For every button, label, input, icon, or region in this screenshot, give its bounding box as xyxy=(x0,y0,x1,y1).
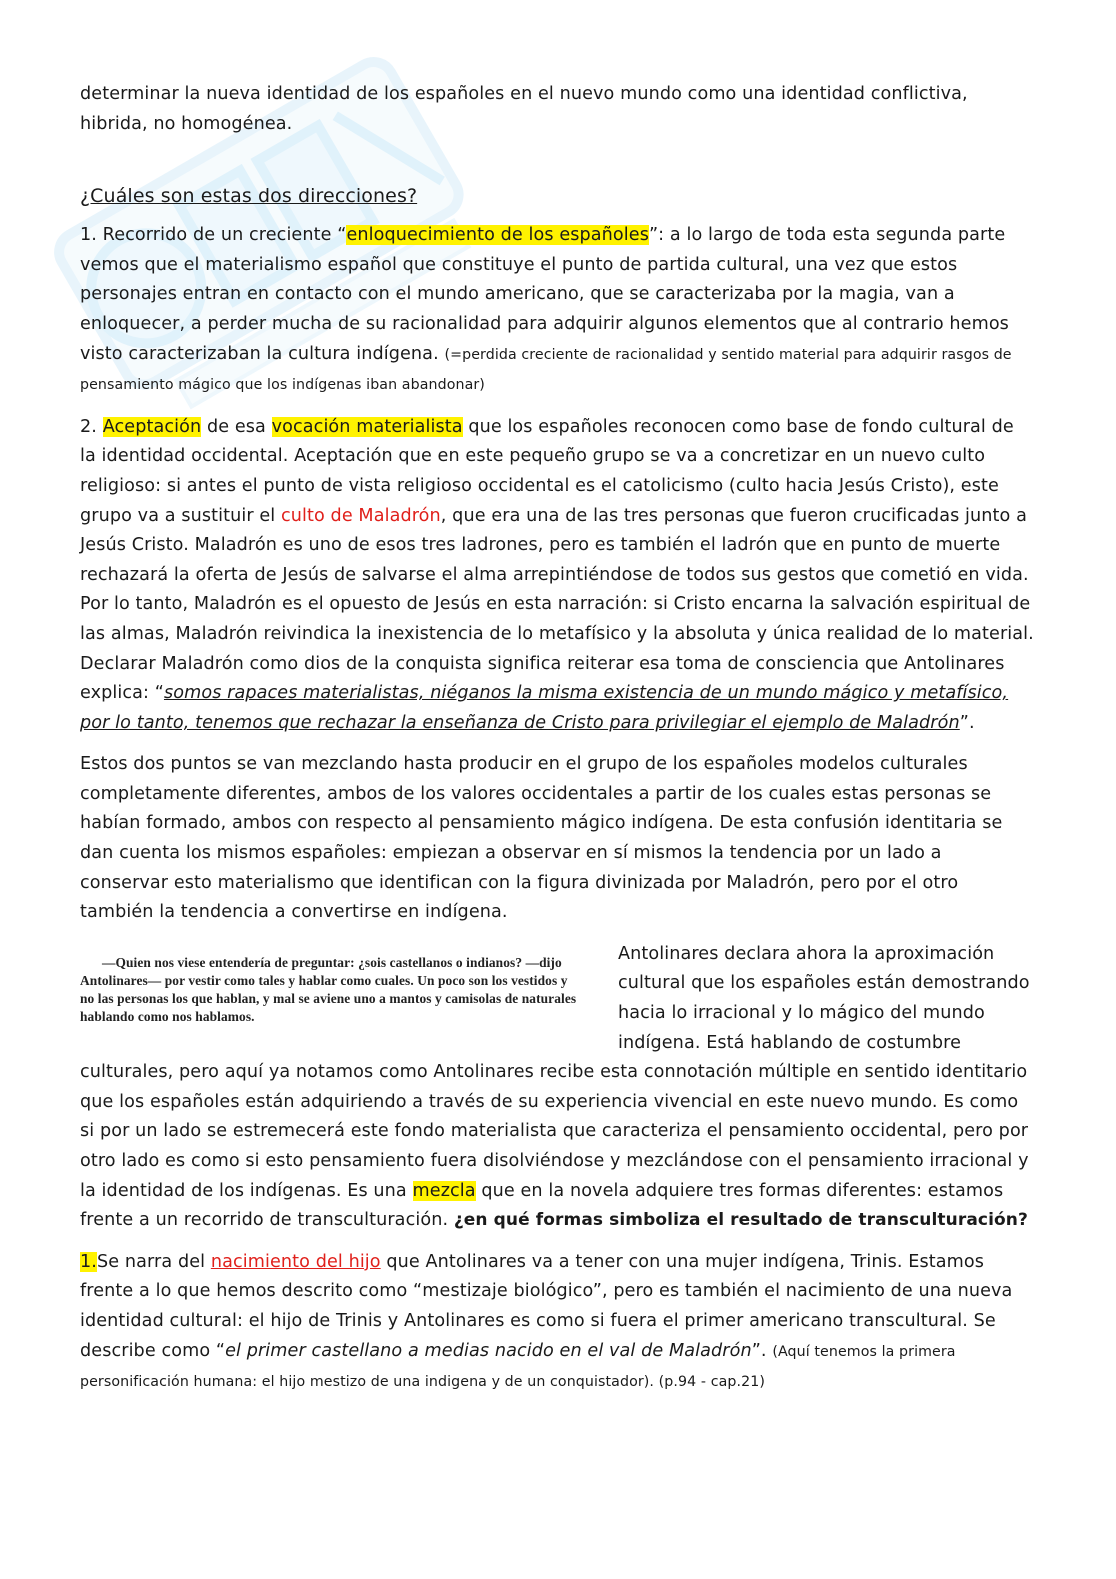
point-2-mid: de esa xyxy=(206,416,266,437)
book-quote-image xyxy=(80,954,600,1026)
point-3-quote: el primer castellano a medias nacido en el val de Maladrón xyxy=(225,1340,752,1361)
highlight-aceptacion: Aceptación xyxy=(102,416,202,437)
book-quote-line-4: hablando como nos hablamos. xyxy=(80,1008,255,1024)
point-3-text-2: ”. xyxy=(751,1340,767,1361)
point-3-number: 1. xyxy=(80,1251,97,1272)
point-2-paragraph xyxy=(80,413,1035,739)
point-3-text-1: que Antolinares va a tener con una mujer indígena, Trinis. Estamos frente a lo que hemos descrito como “mestizaje biológico”, pero es también el nacimiento de una nueva identidad cultural: el hijo de Trinis y Antolinares es como si fuera el primer americano transcultural. Se describe como “ xyxy=(80,1251,1013,1361)
point-2-text-2: , que era una de las tres personas que fueron crucificadas junto a Jesús Cristo. Maladrón es uno de esos tres ladrones, pero es también el ladrón que en punto de muerte rechazará la oferta de Jesús de salvarse el alma arrepintiéndose de todos sus gestos que cometió en vida. Por lo tanto, Maladrón es el opuesto de Jesús en esta narración: si Cristo encarna la salvación espiritual de las almas, Maladrón reivindica la inexistencia de lo metafísico y la absoluta y única realidad de lo material. Declarar Maladrón como dios de la conquista significa reiterar esa toma de consciencia que Antolinares explica: “ xyxy=(80,505,1034,704)
point-2-number: 2. xyxy=(80,416,97,437)
paragraph-4-block xyxy=(80,940,1035,1236)
paragraph-4-text-1: Antolinares declara ahora la aproximación cultural que los españoles están demostrando hacia lo irracional y lo mágico del mundo indígena. Está hablando de costumbre culturales, pero aquí ya notamos como Antolinares recibe esta connotación múltiple en sentido identitario que los españoles están adquiriendo a través de su experiencia vivencial en este nuevo mundo. Es como si por un lado se estremecerá este fondo materialista que caracteriza el pensamiento occidental, pero por otro lado es como si esto pensamiento fuera disolviéndose y mezclándose con el pensamiento irracional y la identidad de los indígenas. Es una xyxy=(80,943,1030,1201)
intro-paragraph: determinar la nueva identidad de los españoles en el nuevo mundo como una identidad conflictiva, hibrida, no homogénea. xyxy=(80,84,968,134)
highlight-mezcla: mezcla xyxy=(412,1180,476,1201)
point-1-paragraph xyxy=(80,221,1035,401)
book-quote-line-1: —Quien nos viese entendería de preguntar: ¿sois castellanos o indianos? —dijo xyxy=(102,954,562,970)
paragraph-4-question: ¿en qué formas simboliza el resultado de transculturación? xyxy=(453,1210,1028,1231)
point-3-paragraph xyxy=(80,1248,1035,1398)
point-3-pre: Se narra del xyxy=(97,1251,206,1272)
point-3-note: (Aquí tenemos la primera personificación humana: el hijo mestizo de una indigena y de un conquistador). (p.94 - cap.21) xyxy=(80,1343,956,1391)
point-2-end: ”. xyxy=(959,712,975,733)
highlight-vocacion: vocación materialista xyxy=(271,416,463,437)
point-2-text-1: que los españoles reconocen como base de fondo cultural de la identidad occidental. Aceptación que en este pequeño grupo se va a concretizar en un nuevo culto religioso: si antes el punto de vista religioso occidental es el catolicismo (culto hacia Jesús Cristo), este grupo va a sustituir el xyxy=(80,416,1014,526)
point-1-pre: 1. Recorrido de un creciente “ xyxy=(80,225,347,246)
red-nacimiento-hijo: nacimiento del hijo xyxy=(210,1251,381,1272)
book-quote-line-3: no las personas los que hablan, y mal se aviene uno a mantos y camisolas de naturales xyxy=(80,990,577,1006)
point-2-quote: somos rapaces materialistas, niéganos la misma existencia de un mundo mágico y metafísico, por lo tanto, tenemos que rechazar la enseñanza de Cristo para privilegiar el ejemplo de Maladrón xyxy=(80,683,1009,733)
highlight-enloquecimiento: enloquecimiento de los españoles xyxy=(346,225,649,246)
paragraph-3: Estos dos puntos se van mezclando hasta producir en el grupo de los españoles modelos culturales completamente diferentes, ambos de los valores occidentales a partir de los cuales estas personas se habían formado, ambos con respecto al pensamiento mágico indígena. De esta confusión identitaria se dan cuenta los mismos españoles: empiezan a observar en sí mismos la tendencia por un lado a conservar esto materialismo que identifican con la figura divinizada por Maladrón, pero por el otro también la tendencia a convertirse en indígena. xyxy=(80,754,1003,923)
red-culto-maladron: culto de Maladrón xyxy=(280,505,441,526)
point-1-post: ”: a lo largo de toda esta segunda parte vemos que el materialismo español que constituye el punto de partida cultural, una vez que estos personajes entran en contacto con el mundo americano, que se caracterizaba por la magia, van a enloquecer, a perder mucha de su racionalidad para adquirir algunos elementos que al contrario hemos visto caracterizaban la cultura indígena. xyxy=(80,225,1009,364)
point-1-note: (=perdida creciente de racionalidad y sentido material para adquirir rasgos de pensamiento mágico que los indígenas iban abandonar) xyxy=(80,346,1012,394)
section-heading: ¿Cuáles son estas dos direcciones? xyxy=(80,185,418,208)
document-content xyxy=(80,80,1035,1410)
paragraph-4-text-2: que en la novela adquiere tres formas diferentes: estamos frente a un recorrido de transculturación. xyxy=(80,1180,1004,1231)
book-quote-line-2: Antolinares— por vestir como tales y hablar como cuales. Un poco son los vestidos y xyxy=(80,972,568,988)
